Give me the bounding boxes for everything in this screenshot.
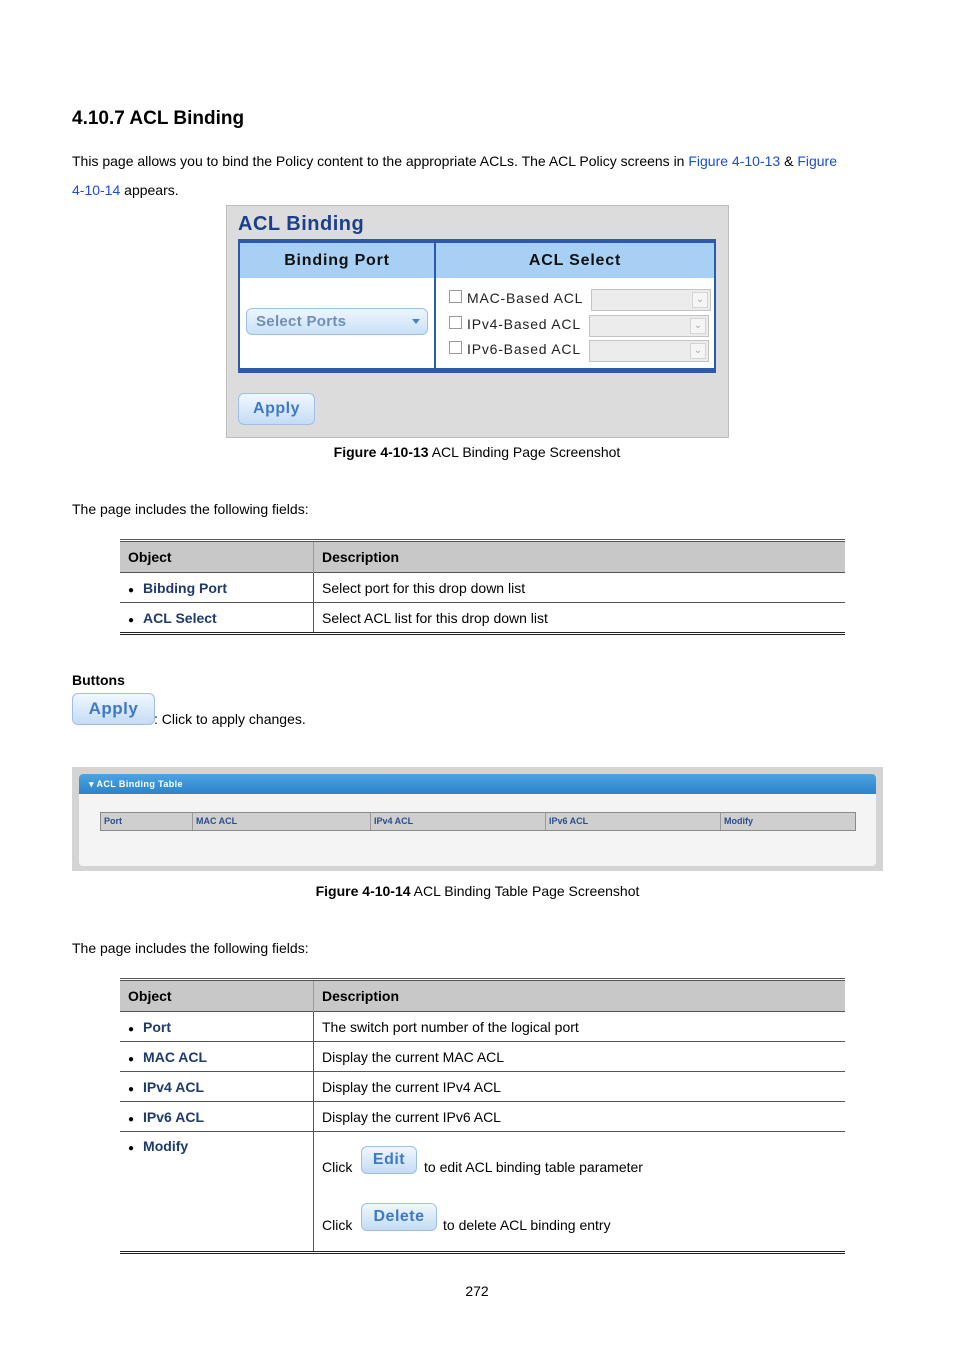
page-number: 272 xyxy=(465,1283,489,1299)
object-description: The switch port number of the logical port xyxy=(314,1012,846,1042)
table-row xyxy=(120,1132,845,1253)
bullet-icon: ● xyxy=(128,614,135,626)
acl-binding-screenshot xyxy=(226,205,729,438)
collapse-arrow-icon[interactable]: ▾ xyxy=(89,779,94,789)
modify-description xyxy=(314,1132,846,1253)
bullet-icon: ● xyxy=(128,1053,135,1065)
buttons-heading: Buttons xyxy=(72,672,125,688)
select-ports-dropdown[interactable] xyxy=(246,308,428,335)
bullet-icon: ● xyxy=(128,1083,135,1095)
object-description: Display the current MAC ACL xyxy=(314,1042,846,1072)
delete-description: to delete ACL binding entry xyxy=(443,1217,611,1233)
object-description: Select port for this drop down list xyxy=(314,573,846,603)
column-ipv4-acl: IPv4 ACL xyxy=(370,813,545,830)
intro-text-2: appears. xyxy=(124,182,179,198)
column-port: Port xyxy=(104,816,122,826)
binding-table-header xyxy=(100,812,856,831)
apply-button-sample[interactable]: Apply xyxy=(72,693,155,725)
acl-binding-table xyxy=(238,239,716,373)
acl-binding-table-panel xyxy=(79,774,876,866)
object-header: Object xyxy=(120,541,314,573)
bullet-icon: ● xyxy=(128,1143,135,1154)
edit-description: to edit ACL binding table parameter xyxy=(424,1159,643,1175)
figure-4-10-13-link[interactable]: Figure 4-10-13 xyxy=(688,153,781,169)
chevron-down-icon xyxy=(412,319,420,324)
select-ports-label: Select Ports xyxy=(256,313,347,330)
acl-binding-table-screenshot xyxy=(72,767,883,871)
figure-1-caption-label: Figure 4-10-13 xyxy=(333,444,429,460)
column-modify: Modify xyxy=(720,813,855,830)
object-name: ACL Select xyxy=(143,609,217,626)
chevron-down-icon: ⌄ xyxy=(692,292,708,308)
ipv6-acl-dropdown[interactable] xyxy=(589,340,709,362)
bullet-icon: ● xyxy=(128,1023,135,1035)
click-text-1: Click xyxy=(322,1159,353,1175)
object-name: IPv4 ACL xyxy=(143,1078,204,1095)
click-text-2: Click xyxy=(322,1217,353,1233)
column-mac-acl: MAC ACL xyxy=(192,813,370,830)
chevron-down-icon: ⌄ xyxy=(690,343,706,359)
table-row xyxy=(120,1042,845,1072)
delete-button[interactable]: Delete xyxy=(361,1203,437,1231)
mac-acl-checkbox[interactable] xyxy=(449,290,462,303)
figure-2-caption-label: Figure 4-10-14 xyxy=(315,883,411,899)
fields-table-1 xyxy=(120,539,845,635)
apply-button[interactable]: Apply xyxy=(238,393,315,425)
object-header: Object xyxy=(120,980,314,1012)
table-row xyxy=(120,1102,845,1132)
object-description: Display the current IPv4 ACL xyxy=(314,1072,846,1102)
object-description: Select ACL list for this drop down list xyxy=(314,603,846,634)
table-row xyxy=(120,573,845,603)
acl-select-header: ACL Select xyxy=(436,243,714,278)
chevron-down-icon: ⌄ xyxy=(690,318,706,334)
table-row xyxy=(120,1012,845,1042)
intro-ampersand: & xyxy=(784,153,794,169)
mac-acl-label: MAC-Based ACL xyxy=(467,290,584,306)
column-ipv6-acl: IPv6 ACL xyxy=(545,813,720,830)
figure-1-caption-text: ACL Binding Page Screenshot xyxy=(431,444,621,460)
figure-4-10-14-link-part1[interactable]: Figure xyxy=(797,153,837,169)
mac-acl-dropdown[interactable] xyxy=(591,289,711,311)
ipv4-acl-checkbox[interactable] xyxy=(449,316,462,329)
bullet-icon: ● xyxy=(128,584,135,596)
column-divider xyxy=(434,278,436,370)
fields-intro-2: The page includes the following fields: xyxy=(72,940,309,956)
table-row xyxy=(120,1072,845,1102)
object-name: Modify xyxy=(143,1138,189,1154)
object-name: Bibding Port xyxy=(143,579,228,596)
description-header: Description xyxy=(314,980,846,1012)
object-description: Display the current IPv6 ACL xyxy=(314,1102,846,1132)
bullet-icon: ● xyxy=(128,1113,135,1125)
figure-4-10-14-link-part2[interactable]: 4-10-14 xyxy=(72,182,121,198)
object-name: MAC ACL xyxy=(143,1048,208,1065)
binding-port-header: Binding Port xyxy=(240,243,436,278)
fields-table-2 xyxy=(120,978,845,1254)
intro-text-1: This page allows you to bind the Policy content to the appropriate ACLs. The ACL Policy screens in xyxy=(72,153,685,169)
apply-description: : Click to apply changes. xyxy=(154,711,306,727)
ipv4-acl-dropdown[interactable] xyxy=(589,315,709,337)
figure-1-caption xyxy=(227,444,727,460)
ipv4-acl-label: IPv4-Based ACL xyxy=(467,316,581,332)
ipv6-acl-checkbox[interactable] xyxy=(449,341,462,354)
ipv6-acl-label: IPv6-Based ACL xyxy=(467,341,581,357)
intro-paragraph xyxy=(72,147,872,205)
fields-intro-1: The page includes the following fields: xyxy=(72,501,309,517)
description-header: Description xyxy=(314,541,846,573)
object-name: IPv6 ACL xyxy=(143,1108,204,1125)
object-name: Port xyxy=(143,1018,172,1035)
acl-binding-title: ACL Binding xyxy=(238,213,365,235)
section-title: 4.10.7 ACL Binding xyxy=(72,108,245,129)
figure-2-caption xyxy=(72,883,883,899)
figure-2-caption-text: ACL Binding Table Page Screenshot xyxy=(413,883,640,899)
table-row xyxy=(120,603,845,634)
edit-button[interactable]: Edit xyxy=(361,1146,417,1174)
panel-title: ACL Binding Table xyxy=(96,779,183,789)
panel-title-bar xyxy=(79,774,876,794)
